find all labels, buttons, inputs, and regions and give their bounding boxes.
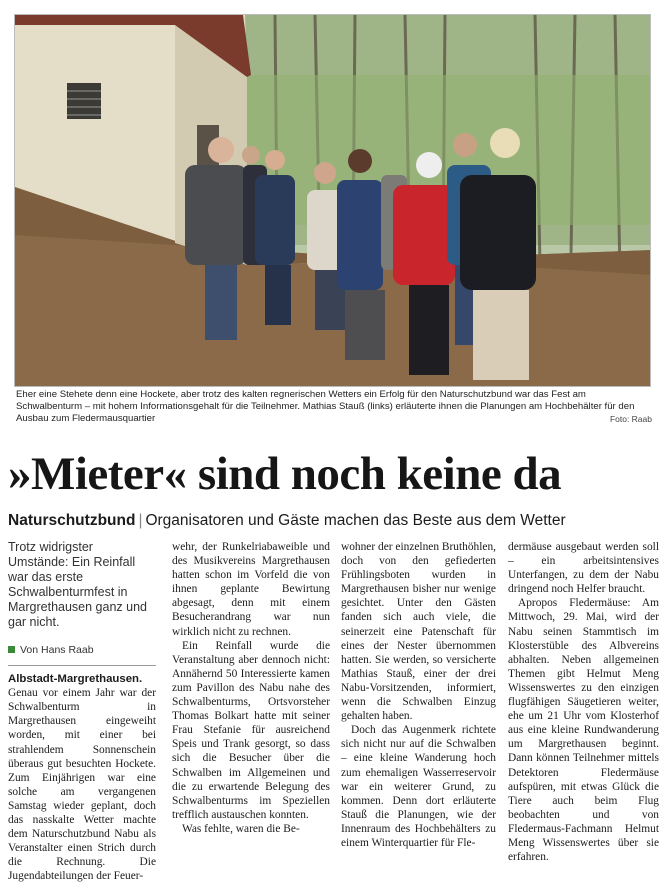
column-4 xyxy=(508,540,659,864)
kicker-separator: | xyxy=(138,512,143,529)
paragraph: dermäuse ausgebaut werden soll – ein arbeitsintensives Unterfangen, zu dem der Nabu dringend noch Helfer braucht. xyxy=(508,541,659,596)
teaser: Trotz widrigster Umstände: Ein Reinfall war das erste Schwalbenturmfest in Margrethausen ganz und gar nicht. xyxy=(8,540,147,629)
photo-caption xyxy=(16,389,652,425)
paragraph: Was fehlte, waren die Be- xyxy=(182,822,300,835)
paragraph xyxy=(8,672,156,883)
headline: »Mieter« sind noch keine da xyxy=(8,448,562,500)
kicker xyxy=(8,511,566,531)
paragraph: wohner der einzelnen Bruthöhlen, doch von den gefiederten Frühlingsboten wurden in Margrethausen bisher nur wenige gesichtet. Unter den Gästen fanden sich auch viele, die seinerzeit eine Patenschaft für eines der Nester übernommen hatten. Sie werden, so versicherte Mathias Stauß, einer der drei Nabu-Vorsitzenden, informiert, wenn die Schwalben Einzug gehalten haben. xyxy=(341,541,496,723)
paragraph: Apropos Fledermäuse: Am Mittwoch, 29. Mai, wird der Nabu seinen Stammtisch im Klosterstüble des Albvereins abhalten. Neben allgemeinen Themen gibt Helmut Meng Wissenswertes zu den einzigen flugfähigen Säugetieren weiter, ehe um 21 Uhr vom Klosterhof aus eine kleine Rundwanderung um Margrethausen beginnt. Dann können Teilnehmer mittels Detektoren Fledermäuse aufspüren, mit etwas Glück die Tiere auch beim Flug beobachten und von Fledermaus-Fachmann Helmut Meng Wissenswertes über sie erfahren. xyxy=(508,597,659,864)
column-1 xyxy=(8,540,156,884)
byline-text: Von Hans Raab xyxy=(20,644,94,656)
paragraph: Ein Reinfall wurde die Veranstaltung aber dennoch nicht: Annähernd 50 Interessierte kamen zum Pavillon des Nabu nahe des Schwalbenturms, Ortsvorsteher Thomas Bolkart hatte mit seiner Frau Stefanie für ausreichend Speis und Trank gesorgt, so dass sich die Besucher über die Schwalben im Allgemeinen und die zu erwartende Belegung des Schwalbenturms im Speziellen trefflich austauschen konnten. xyxy=(172,639,330,821)
column-3 xyxy=(341,540,496,850)
byline xyxy=(8,643,156,657)
kicker-label: Naturschutzbund xyxy=(8,512,136,529)
paragraph: wehr, der Runkelriabaweible und des Musikvereins Margrethausen hatten schon im Vorfeld die von ihnen geplante Bewirtung abgesagt, denn mit einem Besucherandrang war nun wirklich nicht zu rechnen. xyxy=(172,541,330,638)
photo-credit: Foto: Raab xyxy=(609,414,652,424)
caption-text: Eher eine Stehete denn eine Hockete, aber trotz des kalten regnerischen Wetters ein Erfolg für den Naturschutzbund war das Fest am Schwalbenturm – mit hohem Informationsgehalt für die Teilnehmer. Mathias Stauß (links) erläuterte ihnen die Planungen am Hochbehälter für den Ausbau zum Fledermausquartier xyxy=(16,389,635,424)
article-photo xyxy=(14,14,651,387)
divider xyxy=(8,665,156,666)
dateline: Albstadt-Margrethausen. xyxy=(8,673,143,686)
kicker-text: Organisatoren und Gäste machen das Beste aus dem Wetter xyxy=(145,512,566,529)
paragraph-text: Genau vor einem Jahr war der Schwalbenturm in Margrethausen eingeweiht worden, mit einer bei strahlendem Sonnenschein überaus gut besuchten Hockete. Zum Einjährigen war eine solche am vergangenen Samstag wieder geplant, doch das nasskalte Wetter machte dem Naturschutzbund Nabu als Veranstalter einen Strich durch die Rechnung. Die Jugendabteilungen der Feuer- xyxy=(8,687,156,883)
photo-illustration xyxy=(15,15,651,387)
column-2 xyxy=(172,540,330,836)
paragraph: Doch das Augenmerk richtete sich nicht nur auf die Schwalben – eine kleine Wanderung hoch zum ehemaligen Wasserreservoir war ein weiterer Grund, zu kommen. Denn dort erläuterte Stauß die Planungen, wie der Innenraum des Hochbehälters zu einem Winterquartier für Fle- xyxy=(341,724,496,849)
square-icon xyxy=(8,646,15,653)
